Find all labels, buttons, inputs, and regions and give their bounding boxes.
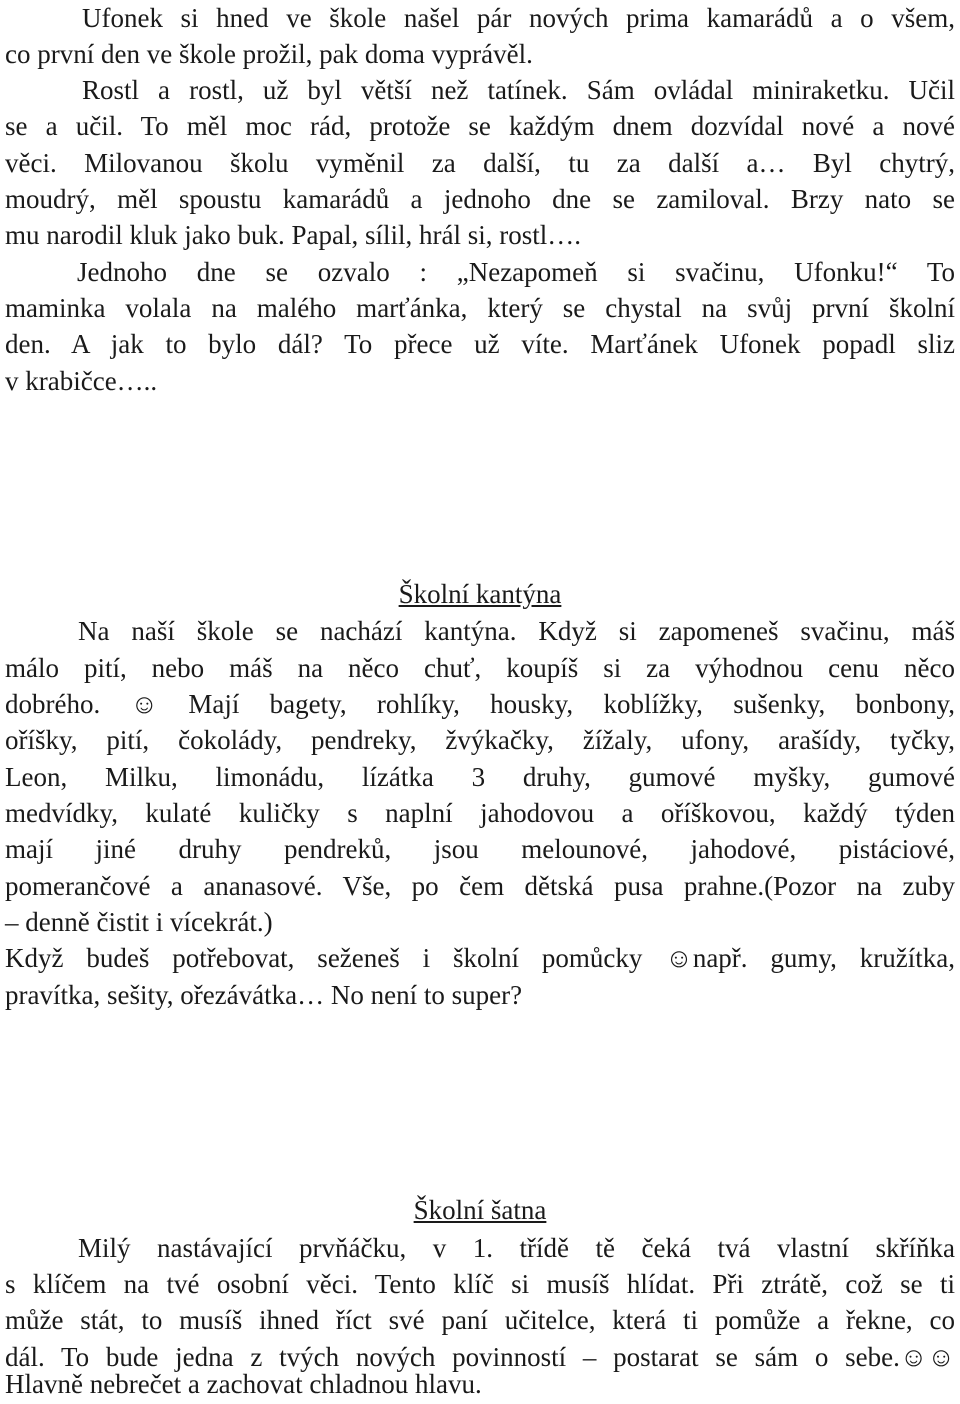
paragraph-line: pravítka, sešity, ořezávátka… No není to super? <box>5 980 523 1010</box>
paragraph-line: Hlavně nebrečet a zachovat chladnou hlavu. <box>5 1369 482 1399</box>
story-line: Ufonek si hned ve škole našel pár nových prima kamarádů a o všem, <box>82 3 955 33</box>
story-line: věci. Milovanou školu vyměnil za další, tu za další a… Byl chytrý, <box>5 148 955 178</box>
paragraph-line: pomerančové a ananasové. Vše, po čem dětská pusa prahne.(Pozor na zuby <box>5 871 955 901</box>
paragraph-line: může stát, to musíš ihned říct své paní učitelce, která ti pomůže a řekne, co <box>5 1305 955 1335</box>
paragraph-line: dál. To bude jedna z tvých nových povinností – postarat se sám o sebe.☺☺ <box>5 1342 955 1372</box>
story-line: maminka volala na malého marťánka, který se chystal na svůj první školní <box>5 293 955 323</box>
story-line: Rostl a rostl, už byl větší než tatínek. Sám ovládal miniraketku. Učil <box>82 75 955 105</box>
paragraph-line: málo pití, nebo máš na něco chuť, koupíš si za výhodnou cenu něco <box>5 653 955 683</box>
story-line: se a učil. To měl moc rád, protože se každým dnem dozvídal nové a nové <box>5 111 955 141</box>
paragraph-line: Na naší škole se nachází kantýna. Když si zapomeneš svačinu, máš <box>78 616 955 646</box>
paragraph-line: mají jiné druhy pendreků, jsou melounové, jahodové, pistáciové, <box>5 834 955 864</box>
story-line: co první den ve škole prožil, pak doma vyprávěl. <box>5 39 533 69</box>
paragraph-line: Když budeš potřebovat, seženeš i školní pomůcky ☺např. gumy, kružítka, <box>5 943 955 973</box>
paragraph-line: dobrého. ☺ Mají bagety, rohlíky, housky, koblížky, sušenky, bonbony, <box>5 689 955 719</box>
section-heading: Školní šatna <box>413 1195 547 1225</box>
paragraph-line: – denně čistit i vícekrát.) <box>5 907 273 937</box>
story-line: moudrý, měl spoustu kamarádů a jednoho dne se zamiloval. Brzy nato se <box>5 184 955 214</box>
paragraph-line: Leon, Milku, limonádu, lízátka 3 druhy, gumové myšky, gumové <box>5 762 955 792</box>
section-heading: Školní kantýna <box>398 579 562 609</box>
story-line: Jednoho dne se ozvalo : „Nezapomeň si svačinu, Ufonku!“ To <box>77 257 955 287</box>
story-line: mu narodil kluk jako buk. Papal, sílil, hrál si, rostl…. <box>5 220 581 250</box>
paragraph-line: s klíčem na tvé osobní věci. Tento klíč si musíš hlídat. Při ztrátě, což se ti <box>5 1269 955 1299</box>
paragraph-line: Milý nastávající prvňáčku, v 1. třídě tě čeká tvá vlastní skříňka <box>78 1233 955 1263</box>
paragraph-line: medvídky, kulaté kuličky s naplní jahodovou a oříškovou, každý týden <box>5 798 955 828</box>
story-line: den. A jak to bylo dál? To přece už víte. Marťánek Ufonek popadl sliz <box>5 329 955 359</box>
paragraph-line: oříšky, pití, čokolády, pendreky, žvýkačky, žížaly, ufony, arašídy, tyčky, <box>5 725 955 755</box>
story-line: v krabičce….. <box>5 366 158 396</box>
